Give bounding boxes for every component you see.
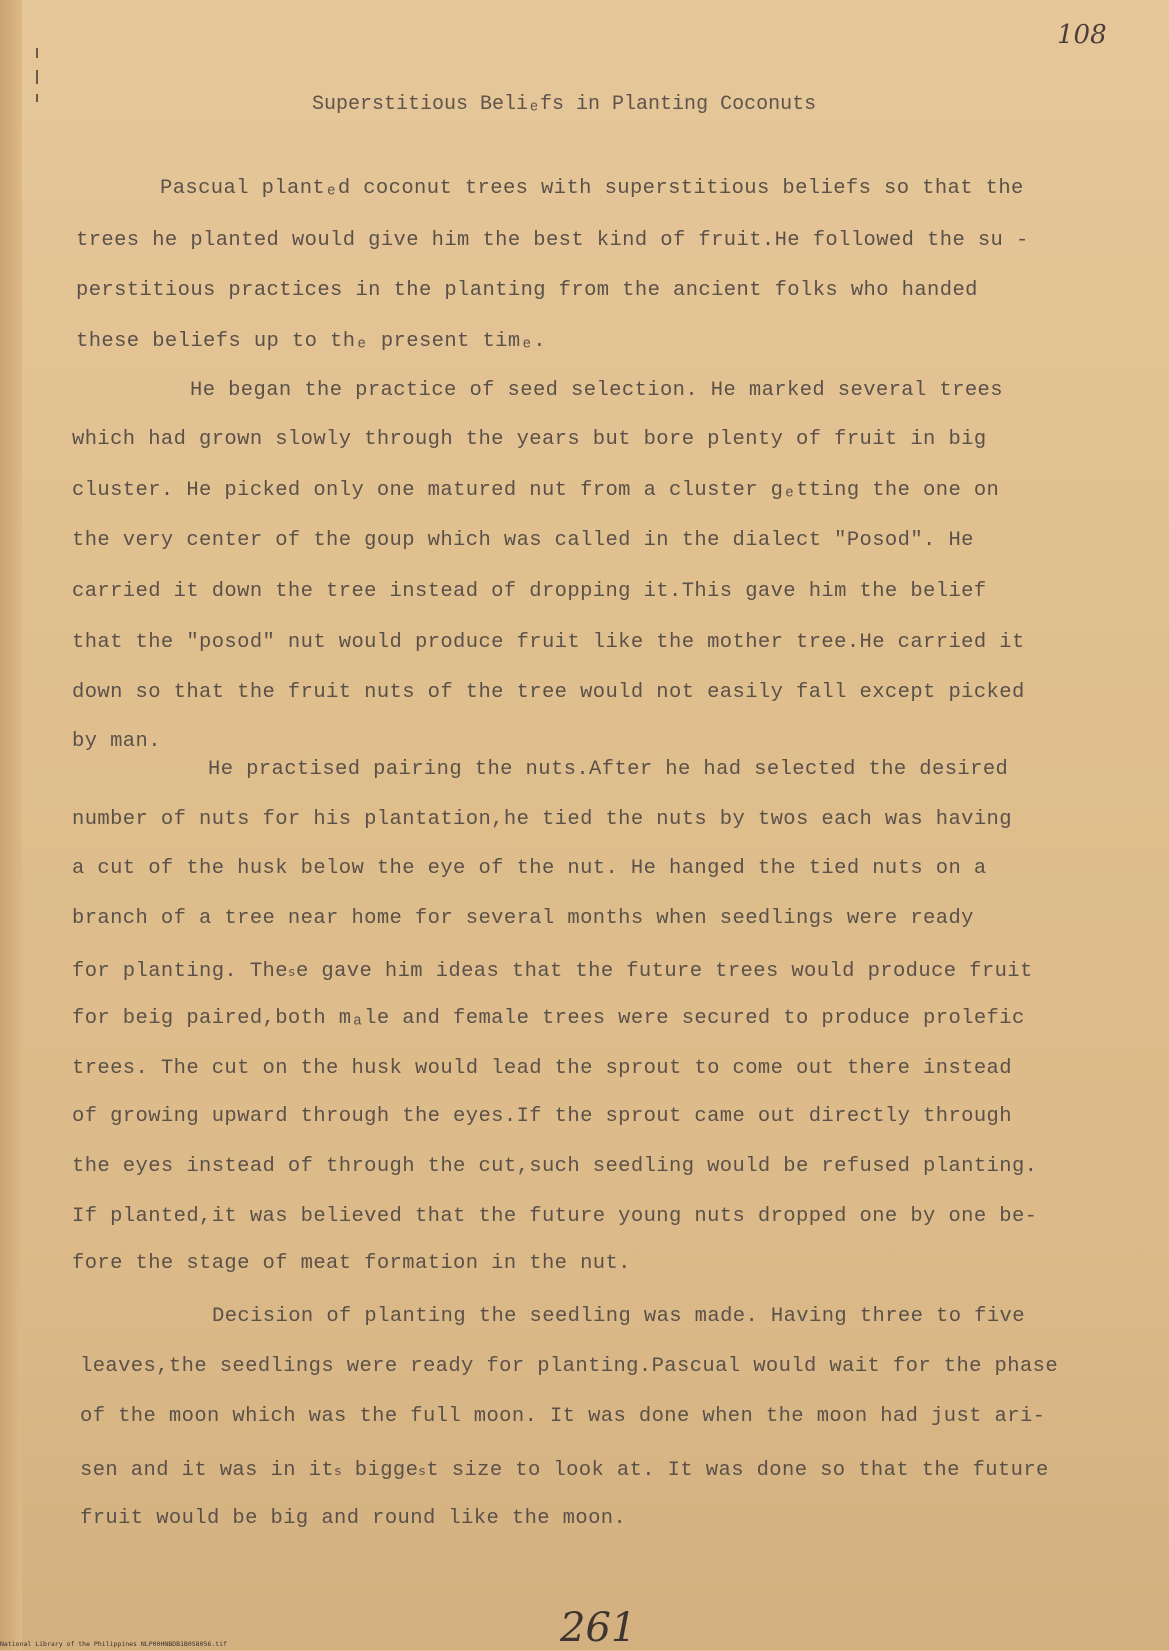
text-line: cluster. He picked only one matured nut from a cluster gₑtting the one on — [72, 479, 1000, 502]
text-line: these beliefs up to thₑ present timₑ. — [76, 330, 546, 353]
text-line: of growing upward through the eyes.If the sprout came out directly through — [72, 1105, 1012, 1128]
text-line: down so that the fruit nuts of the tree would not easily fall except picked — [72, 681, 1025, 704]
text-line: that the "posod" nut would produce fruit like the mother tree.He carried it — [72, 631, 1025, 654]
text-line: number of nuts for his plantation,he tied the nuts by twos each was having — [72, 808, 1012, 831]
text-line: the eyes instead of through the cut,such seedling would be refused planting. — [72, 1155, 1038, 1178]
text-line: trees he planted would give him the best kind of fruit.He followed the su - — [76, 229, 1029, 252]
text-line: He began the practice of seed selection. He marked several trees — [190, 379, 1003, 402]
text-line: perstitious practices in the planting from the ancient folks who handed — [76, 279, 978, 302]
page-edge-shadow — [0, 0, 22, 1650]
punch-mark — [36, 94, 38, 102]
text-line: sen and it was in itₛ biggeₛt size to look at. It was done so that the future — [80, 1459, 1049, 1482]
text-line: If planted,it was believed that the future young nuts dropped one by one be- — [72, 1205, 1038, 1228]
text-line: carried it down the tree instead of dropping it.This gave him the belief — [72, 580, 987, 603]
text-line: fore the stage of meat formation in the nut. — [72, 1252, 631, 1275]
punch-mark — [36, 48, 38, 58]
text-line: fruit would be big and round like the moon. — [80, 1507, 627, 1530]
archive-footer: National Library of the Philippines NLP00HNBDB1B0S8056.tif — [0, 1640, 227, 1648]
text-line: branch of a tree near home for several months when seedlings were ready — [72, 907, 974, 930]
text-line: He practised pairing the nuts.After he had selected the desired — [208, 758, 1009, 781]
handwritten-folio-number: 261 — [560, 1605, 637, 1651]
text-line: which had grown slowly through the years but bore plenty of fruit in big — [72, 428, 987, 451]
text-line: Decision of planting the seedling was made. Having three to five — [212, 1305, 1025, 1328]
text-line: leaves,the seedlings were ready for planting.Pascual would wait for the phase — [80, 1355, 1059, 1378]
document-title: Superstitious Beliₑfs in Planting Coconuts — [312, 93, 817, 116]
text-line: trees. The cut on the husk would lead the sprout to come out there instead — [72, 1057, 1012, 1080]
handwritten-page-number: 108 — [1057, 20, 1107, 50]
text-line: for beig paired,both mₐle and female trees were secured to produce prolefic — [72, 1007, 1025, 1030]
text-line: for planting. Theₛe gave him ideas that the future trees would produce fruit — [72, 960, 1033, 983]
text-line: of the moon which was the full moon. It was done when the moon had just ari- — [80, 1405, 1046, 1428]
text-line: the very center of the goup which was called in the dialect "Posod". He — [72, 529, 974, 552]
punch-mark — [36, 70, 38, 84]
text-line: Pascual plantₑd coconut trees with superstitious beliefs so that the — [160, 177, 1024, 200]
text-line: a cut of the husk below the eye of the nut. He hanged the tied nuts on a — [72, 857, 987, 880]
text-line: by man. — [72, 730, 161, 753]
